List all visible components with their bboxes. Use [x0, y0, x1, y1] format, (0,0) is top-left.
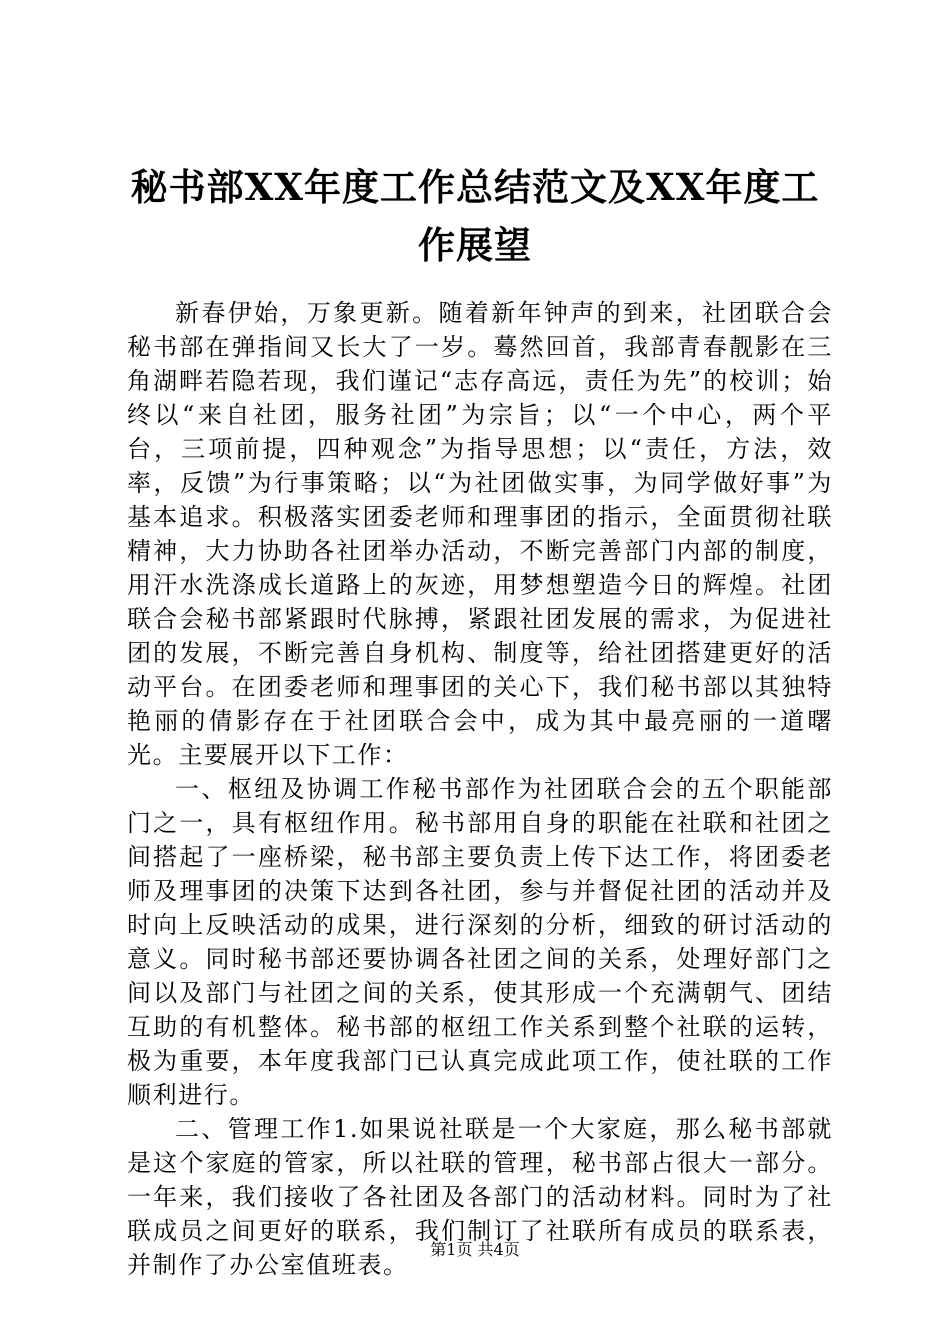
paragraph-section-2: 二、管理工作1.如果说社联是一个大家庭，那么秘书部就是这个家庭的管家，所以社联的管理，秘书部占很大一部分。一年来，我们接收了各社团及各部门的活动材料。同时为了社联成员之间更好的联系，我们制订了社联所有成员的联系表，并制作了办公室值班表。: [127, 1115, 833, 1279]
paragraph-intro: 新春伊始，万象更新。随着新年钟声的到来，社团联合会秘书部在弹指间又长大了一岁。蓦然回首，我部青春靓影在三角湖畔若隐若现，我们谨记“志存高远，责任为先”的校训；始终以“来自社团，服务社团”为宗旨；以“一个中心，两个平台，三项前提，四种观念”为指导思想；以“责任，方法，效率，反馈”为行事策略；以“为社团做实事，为同学做好事”为基本追求。积极落实团委老师和理事团的指示，全面贯彻社联精神，大力协助各社团举办活动，不断完善部门内部的制度，用汗水洗涤成长道路上的灰迹，用梦想塑造今日的辉煌。社团联合会秘书部紧跟时代脉搏，紧跟社团发展的需求，为促进社团的发展，不断完善自身机构、制度等，给社团搭建更好的活动平台。在团委老师和理事团的关心下，我们秘书部以其独特艳丽的倩影存在于社团联合会中，成为其中最亮丽的一道曙光。主要展开以下工作：: [127, 299, 833, 769]
document-title: 秘书部XX年度工作总结范文及XX年度工作展望: [130, 165, 820, 267]
page-footer: 第1页 共4页: [430, 1240, 520, 1259]
paragraph-section-1: 一、枢纽及协调工作秘书部作为社团联合会的五个职能部门之一，具有枢纽作用。秘书部用自身的职能在社联和社团之间搭起了一座桥梁，秘书部主要负责上传下达工作，将团委老师及理事团的决策下达到各社团，参与并督促社团的活动并及时向上反映活动的成果，进行深刻的分析，细致的研讨活动的意义。同时秘书部还要协调各社团之间的关系，处理好部门之间以及部门与社团之间的关系，使其形成一个充满朝气、团结互助的有机整体。秘书部的枢纽工作关系到整个社联的运转，极为重要，本年度我部门已认真完成此项工作，使社联的工作顺利进行。: [127, 775, 833, 1109]
document-body: [127, 296, 833, 1282]
